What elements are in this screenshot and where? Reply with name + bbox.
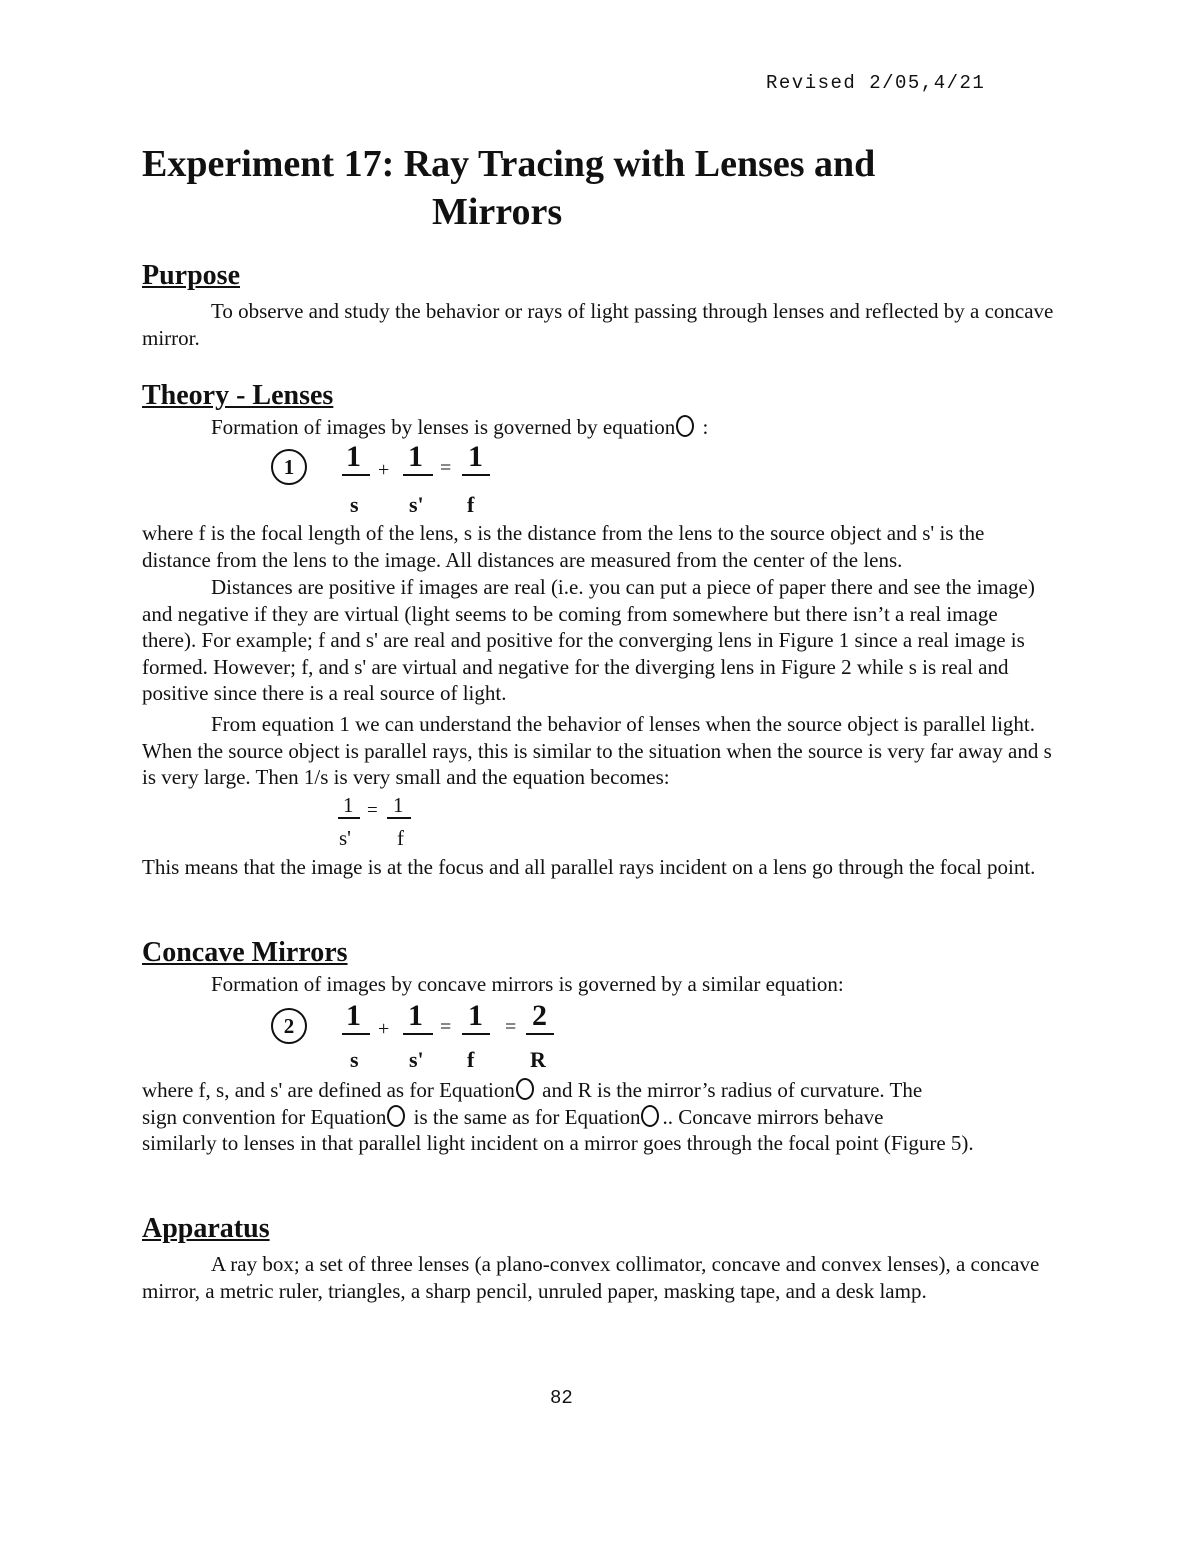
eq1-equals: = [440,457,452,479]
purpose-heading: Purpose [142,260,240,291]
mirrors-paragraph-1: where f, s, and s' are defined as for Equation and R is the mirror’s radius of curvature. The sign convention for Equation is the same as for Equation .. Concave mirrors behave similarly to lenses in that parallel light incident on a mirror goes through the focal point (Figure 5). [142,1078,974,1155]
eq2-bar-2 [403,1033,433,1035]
eq1-num-3: 1 [468,440,483,473]
eq2-bar-3 [462,1033,490,1035]
eq1-plus: + [378,459,390,481]
theory-paragraph-3: From equation 1 we can understand the behavior of lenses when the source object is parallel light. When the source object is parallel rays, this is similar to the situation when the source is very far away and s is very large. Then 1/s is very small and the equation becomes: [142,712,1052,789]
feq-bar-2 [387,817,411,819]
eq2-plus: + [378,1018,390,1040]
theory-intro: Formation of images by lenses is governed by equation : [211,415,709,439]
equation-ref-circle-icon [676,415,694,437]
theory-paragraph-4: This means that the image is at the focus and all parallel rays incident on a lens go through the focal point. [142,855,1036,879]
eq2-num-1: 1 [346,999,361,1032]
feq-equals: = [367,800,378,821]
feq-bar-1 [338,817,360,819]
equation-ref-circle-icon [387,1105,405,1127]
eq1-den-f: f [467,492,475,517]
eq2-den-sprime: s' [409,1047,424,1072]
revision-note: Revised 2/05,4/21 [766,72,986,94]
purpose-text: To observe and study the behavior or rays of light passing through lenses and reflected by a concave mirror. [142,299,1054,350]
eq2-bar-1 [342,1033,370,1035]
equation-ref-circle-icon [641,1105,659,1127]
feq-den-sprime: s' [339,826,351,850]
feq-num-2: 1 [393,793,404,817]
eq1-num-1: 1 [346,440,361,473]
feq-den-f: f [397,826,404,850]
page-number: 82 [550,1387,573,1409]
eq2-num-4: 2 [532,999,547,1032]
eq2-den-s: s [350,1047,359,1072]
eq1-bar-3 [462,474,490,476]
theory-heading: Theory - Lenses [142,380,334,411]
title-line-1: Experiment 17: Ray Tracing with Lenses and [142,143,876,185]
eq1-bar-1 [342,474,370,476]
eq2-num-2: 1 [408,999,423,1032]
eq2-den-R: R [530,1047,546,1072]
equation-ref-circle-icon [516,1078,534,1100]
mirrors-intro: Formation of images by concave mirrors is governed by a similar equation: [211,972,844,996]
theory-paragraph-2: Distances are positive if images are real (i.e. you can put a piece of paper there and see the image) and negative if they are virtual (light seems to be coming from somewhere but there isn’t a real image there). For example; f and s' are real and positive for the converging lens in Figure 1 since a real image is formed. However; f, and s' are virtual and negative for the diverging lens in Figure 2 while s is real and positive since there is a real source of light. [142,575,1035,705]
equation-number-1: 1 [271,449,307,485]
equation-number-2: 2 [271,1008,307,1044]
eq1-den-sprime: s' [409,492,424,517]
eq1-bar-2 [403,474,433,476]
eq1-num-2: 1 [408,440,423,473]
eq2-equals-1: = [440,1016,452,1038]
eq1-den-s: s [350,492,359,517]
theory-paragraph-1: where f is the focal length of the lens, s is the distance from the lens to the source object and s' is the distance from the lens to the image. All distances are measured from the center of the lens. [142,521,985,572]
apparatus-text: A ray box; a set of three lenses (a plano-convex collimator, concave and convex lenses), a concave mirror, a metric ruler, triangles, a sharp pencil, unruled paper, masking tape, and a desk lamp. [142,1252,1040,1303]
feq-num-1: 1 [343,793,354,817]
page-title [142,140,982,236]
mirrors-heading: Concave Mirrors [142,937,348,968]
eq2-equals-2: = [505,1016,517,1038]
title-line-2: Mirrors [432,191,563,233]
eq2-bar-4 [526,1033,554,1035]
eq2-num-3: 1 [468,999,483,1032]
apparatus-heading: Apparatus [142,1213,270,1244]
eq2-den-f: f [467,1047,475,1072]
